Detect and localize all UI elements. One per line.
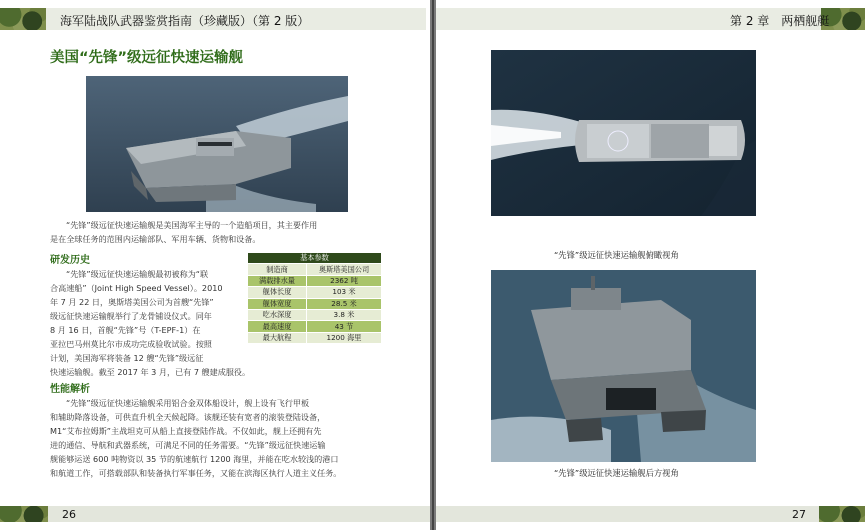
spec-row [248, 321, 381, 332]
spec-table [248, 253, 381, 344]
spec-key: 吃水深度 [248, 309, 307, 320]
history-line: 快速运输舰。截至 2017 年 3 月，已有 7 艘建成服役。 [50, 367, 251, 377]
page-heading: 美国“先锋”级远征快速运输舰 [50, 50, 244, 66]
footer-camo-strip [0, 506, 48, 522]
performance-line: M1“艾布拉姆斯”主战坦克可从船上直接登陆作战。不仅如此，舰上还拥有先 [50, 426, 322, 436]
ship-photo-stern-view [491, 270, 756, 462]
performance-line: 和航道工作，可搭载部队和装备执行军事任务，又能在滨海区执行人道主义任务。 [50, 468, 342, 478]
spec-table-title: 基本参数 [248, 253, 381, 264]
spec-row [248, 298, 381, 309]
footer-camo-strip [819, 506, 865, 522]
footer-bar [48, 506, 430, 522]
spec-value: 43 节 [307, 321, 381, 332]
spec-key: 满载排水量 [248, 275, 307, 286]
spec-row [248, 264, 381, 275]
page-number-left: 26 [62, 508, 76, 521]
right-page [436, 0, 865, 530]
history-line: 年 7 月 22 日，奥斯塔美国公司为首艘“先锋” [50, 297, 214, 307]
ship-photo-top-view [491, 50, 756, 216]
caption-stern-view: “先锋”级远征快速运输舰后方视角 [554, 468, 679, 478]
left-page [0, 0, 430, 530]
spec-value: 3.8 米 [307, 309, 381, 320]
spec-key: 制造商 [248, 264, 307, 275]
caption-top-view: “先锋”级远征快速运输舰俯瞰视角 [554, 250, 679, 260]
section-title-performance: 性能解析 [50, 384, 90, 395]
spec-row [248, 332, 381, 343]
spec-row [248, 275, 381, 286]
header-camo-strip [0, 8, 46, 30]
history-line: 8 月 16 日，首舰“先锋”号（T-EPF-1）在 [50, 325, 201, 335]
running-title: 海军陆战队武器鉴赏指南（珍藏版）（第 2 版） [60, 14, 310, 28]
spec-value: 2362 吨 [307, 275, 381, 286]
intro-line-1: “先锋”级远征快速运输舰是美国海军主导的一个造船项目，其主要作用 [66, 220, 318, 230]
history-line: 合高速船”（Joint High Speed Vessel）。2010 [50, 283, 223, 293]
spec-value: 28.5 米 [307, 298, 381, 309]
performance-line: “先锋”级远征快速运输舰采用铝合金双体船设计，舰上设有飞行甲板 [66, 398, 310, 408]
spec-value: 奥斯塔美国公司 [307, 264, 381, 275]
spec-row [248, 287, 381, 298]
history-line: “先锋”级远征快速运输舰最初被称为“联 [66, 269, 209, 279]
spec-value: 1200 海里 [307, 332, 381, 343]
footer-bar [436, 506, 819, 522]
performance-line: 和辅助降落设备，可供直升机全天候起降。该舰还装有宽者的滚装登陆设备， [50, 412, 326, 422]
spec-key: 舰体宽度 [248, 298, 307, 309]
history-line: 亚拉巴马州莫比尔市成功完成验收试验。按照 [50, 339, 212, 349]
performance-line: 舰能够运送 600 吨物资以 35 节的航速航行 1200 海里，并能在吃水较浅的港口 [50, 454, 339, 464]
spec-key: 舰体长度 [248, 287, 307, 298]
ship-photo-bow [86, 76, 348, 212]
spec-row [248, 309, 381, 320]
chapter-title: 第 2 章 两栖舰艇 [730, 14, 830, 28]
history-line: 计划，美国海军将装备 12 艘“先锋”级远征 [50, 353, 204, 363]
section-title-history: 研发历史 [50, 255, 90, 266]
intro-line-2: 是在全球任务的范围内运输部队、军用车辆、货物和设备。 [50, 234, 261, 244]
history-line: 级远征快速运输舰举行了龙骨铺设仪式。同年 [50, 311, 212, 321]
spec-key: 最高速度 [248, 321, 307, 332]
spec-key: 最大航程 [248, 332, 307, 343]
spec-value: 103 米 [307, 287, 381, 298]
page-number-right: 27 [792, 508, 806, 521]
performance-line: 进的通信、导航和武器系统，可满足不同的任务需要。“先锋”级远征快速运输 [50, 440, 326, 450]
